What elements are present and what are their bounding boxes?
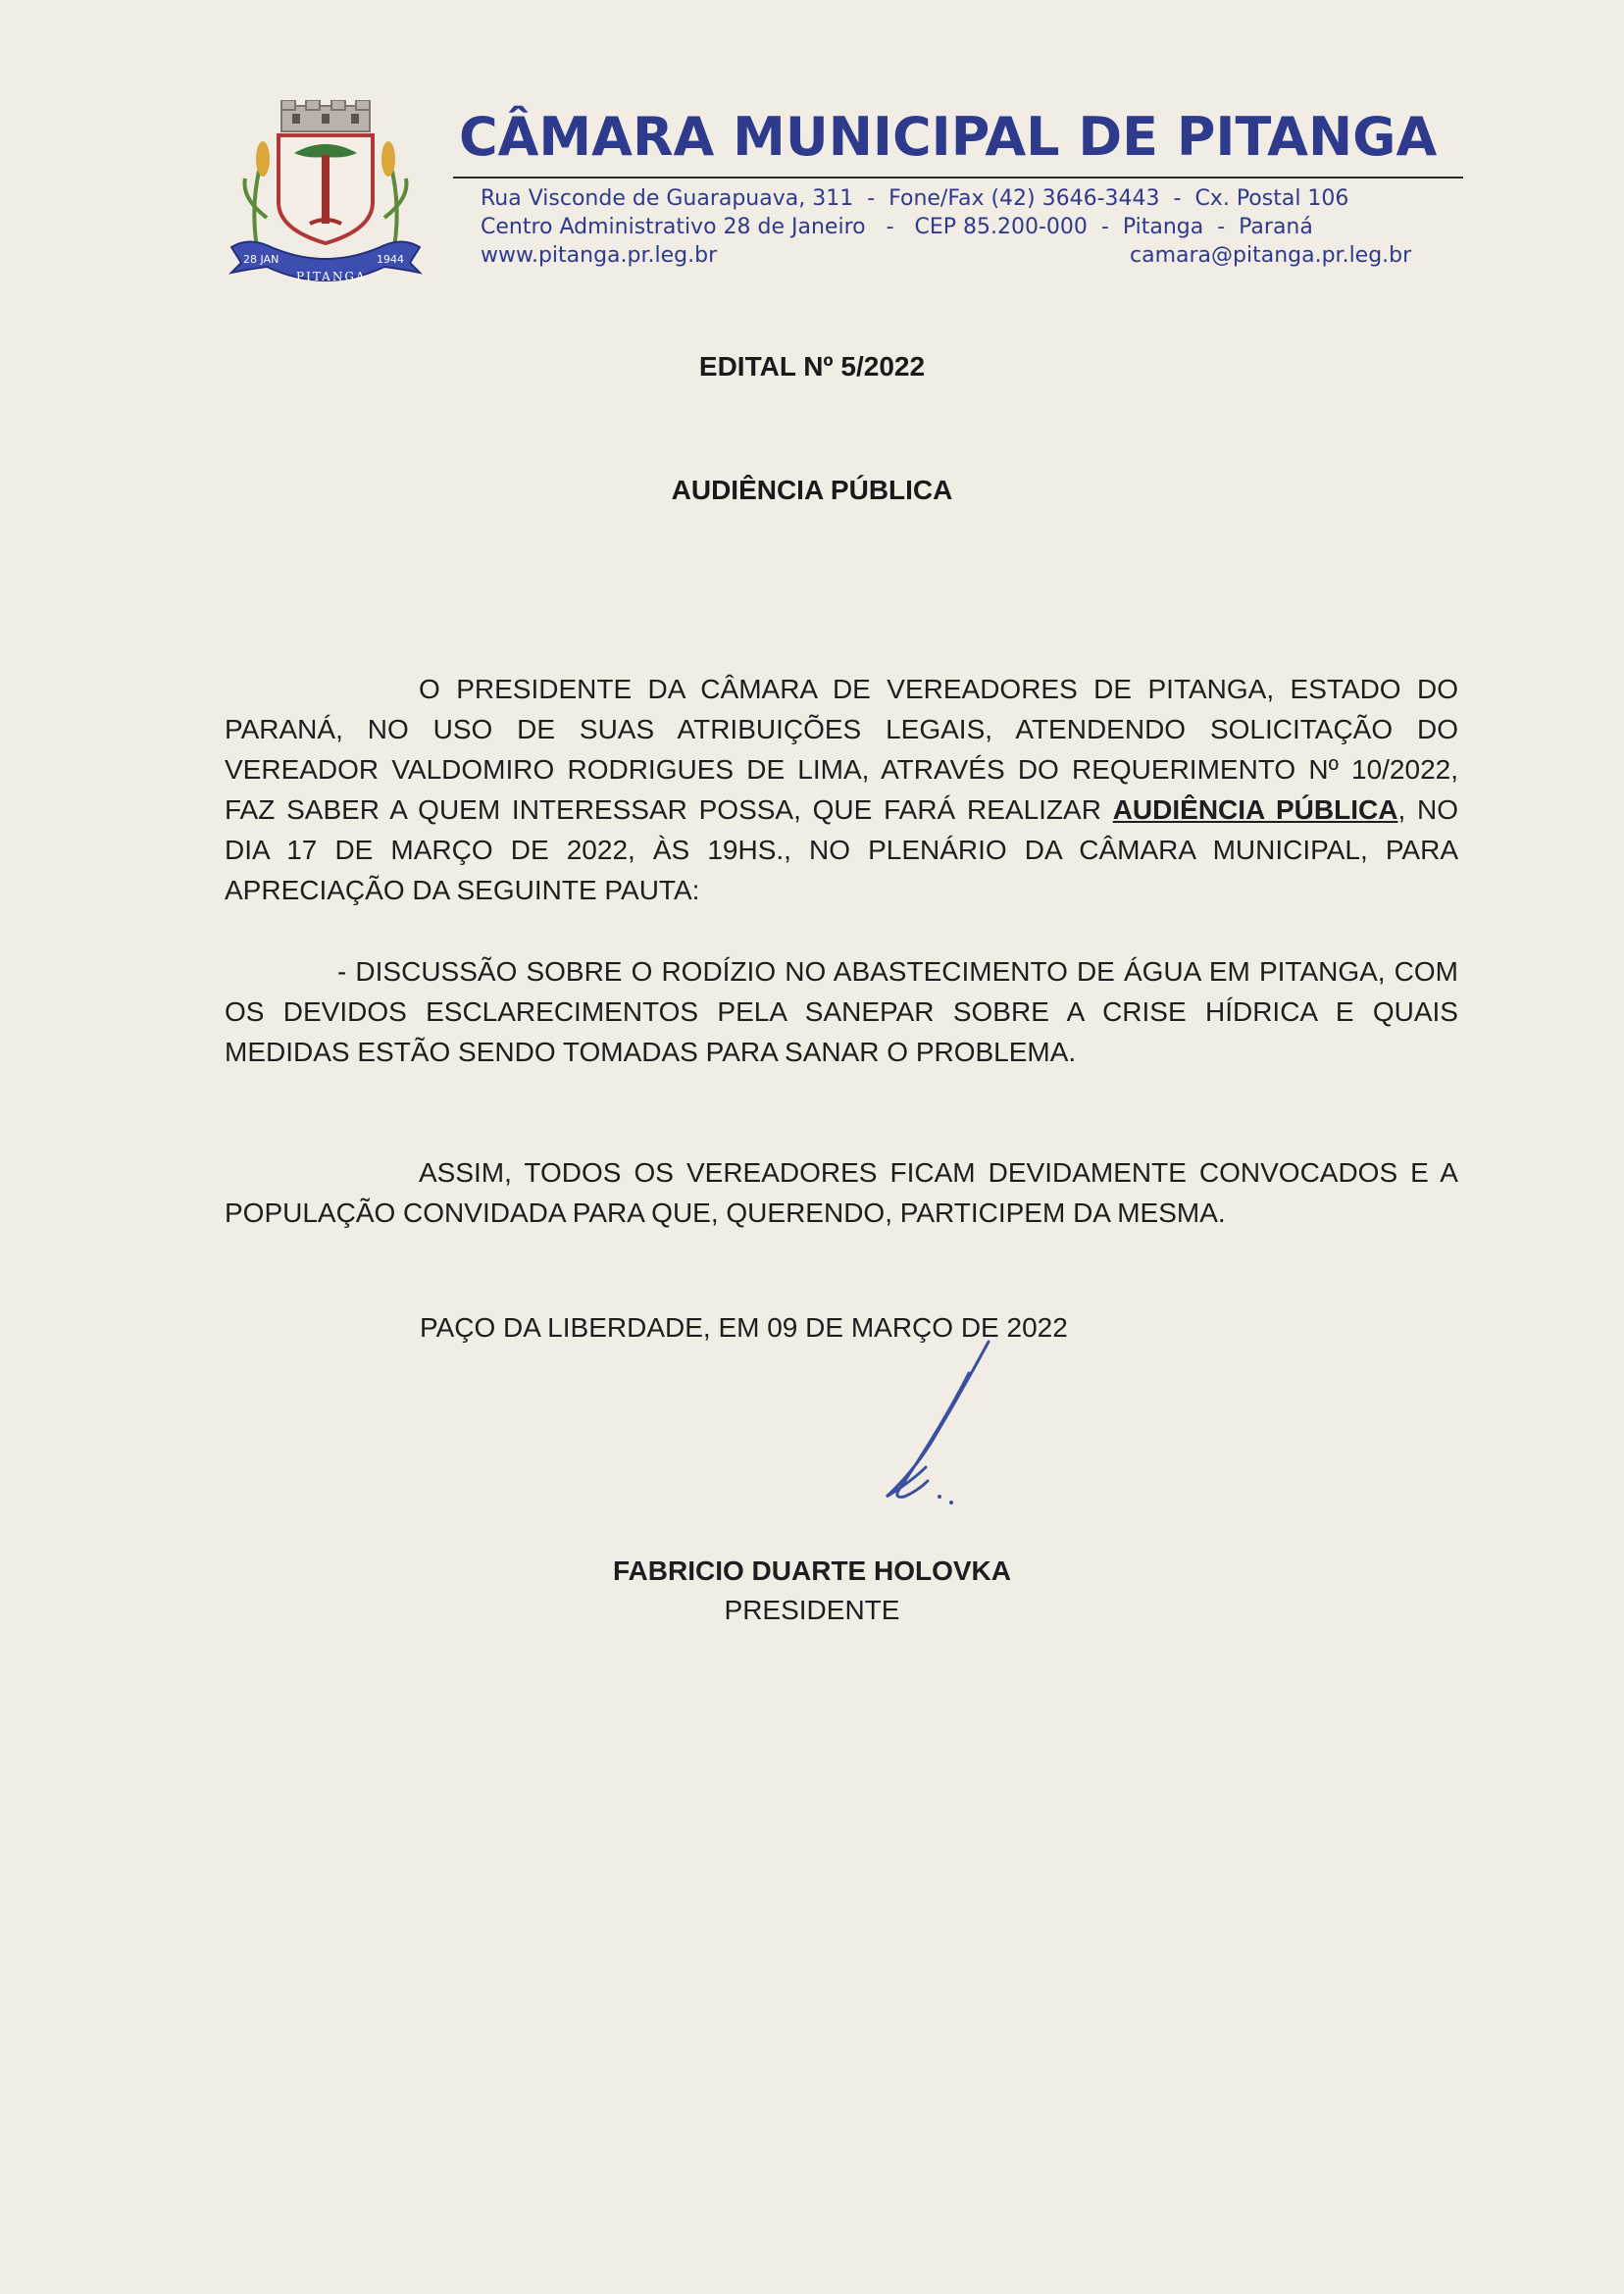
crest-ribbon-left-text: 28 JAN <box>243 253 279 266</box>
email-link[interactable]: camara@pitanga.pr.leg.br <box>1130 243 1412 268</box>
address-line-1: Rua Visconde de Guarapuava, 311 - Fone/Fax (42) 3646-3443 - Cx. Postal 106 <box>481 186 1349 211</box>
signer-name: FABRICIO DUARTE HOLOVKA <box>613 1555 1011 1586</box>
document-subtitle: AUDIÊNCIA PÚBLICA <box>671 475 953 505</box>
public-hearing-emphasis: AUDIÊNCIA PÚBLICA <box>1112 794 1398 825</box>
signer-role: PRESIDENTE <box>724 1595 900 1625</box>
announcement-paragraph <box>225 669 1458 910</box>
convocation-text: ASSIM, TODOS OS VEREADORES FICAM DEVIDAMENTE CONVOCADOS E A POPULAÇÃO CONVIDADA PARA QUE, QUERENDO, PARTICIPEM DA MESMA. <box>225 1157 1458 1228</box>
address-line-2: Centro Administrativo 28 de Janeiro - CEP 85.200-000 - Pitanga - Paraná <box>481 215 1313 239</box>
crest-ribbon-bottom-text: PITANGA <box>296 270 367 283</box>
document-title: EDITAL Nº 5/2022 <box>698 351 926 382</box>
crest-ribbon-right-text: 1944 <box>377 253 404 266</box>
paragraph-text-details: , NO DIA 17 DE MARÇO DE 2022, ÀS 19HS., NO PLENÁRIO DA CÂMARA MUNICIPAL, PARA APRECIAÇÃO DA SEGUINTE PAUTA: <box>225 794 1458 905</box>
coat-of-arms-icon <box>228 100 424 296</box>
handwritten-signature <box>843 1334 1000 1510</box>
convocation-paragraph <box>225 1152 1458 1233</box>
agenda-item-text: - DISCUSSÃO SOBRE O RODÍZIO NO ABASTECIMENTO DE ÁGUA EM PITANGA, COM OS DEVIDOS ESCLARECIMENTOS PELA SANEPAR SOBRE A CRISE HÍDRICA E QUAIS MEDIDAS ESTÃO SENDO TOMADAS PARA SANAR O PROBLEMA. <box>225 956 1458 1067</box>
header-divider <box>453 177 1463 178</box>
paragraph-text-intro: O PRESIDENTE DA CÂMARA DE VEREADORES DE PITANGA, ESTADO DO PARANÁ, NO USO DE SUAS ATRIBUIÇÕES LEGAIS, ATENDENDO SOLICITAÇÃO DO VEREADOR VALDOMIRO RODRIGUES DE LIMA, ATRAVÉS DO REQUERIMENTO Nº 10/2022, FAZ SABER A QUEM INTERESSAR POSSA, QUE FARÁ REALIZAR <box>225 674 1458 825</box>
agenda-item <box>225 951 1458 1072</box>
website-link[interactable]: www.pitanga.pr.leg.br <box>481 243 718 268</box>
place-and-date: PAÇO DA LIBERDADE, EM 09 DE MARÇO DE 2022 <box>420 1312 1068 1343</box>
institution-name: CÂMARA MUNICIPAL DE PITANGA <box>459 106 1438 168</box>
